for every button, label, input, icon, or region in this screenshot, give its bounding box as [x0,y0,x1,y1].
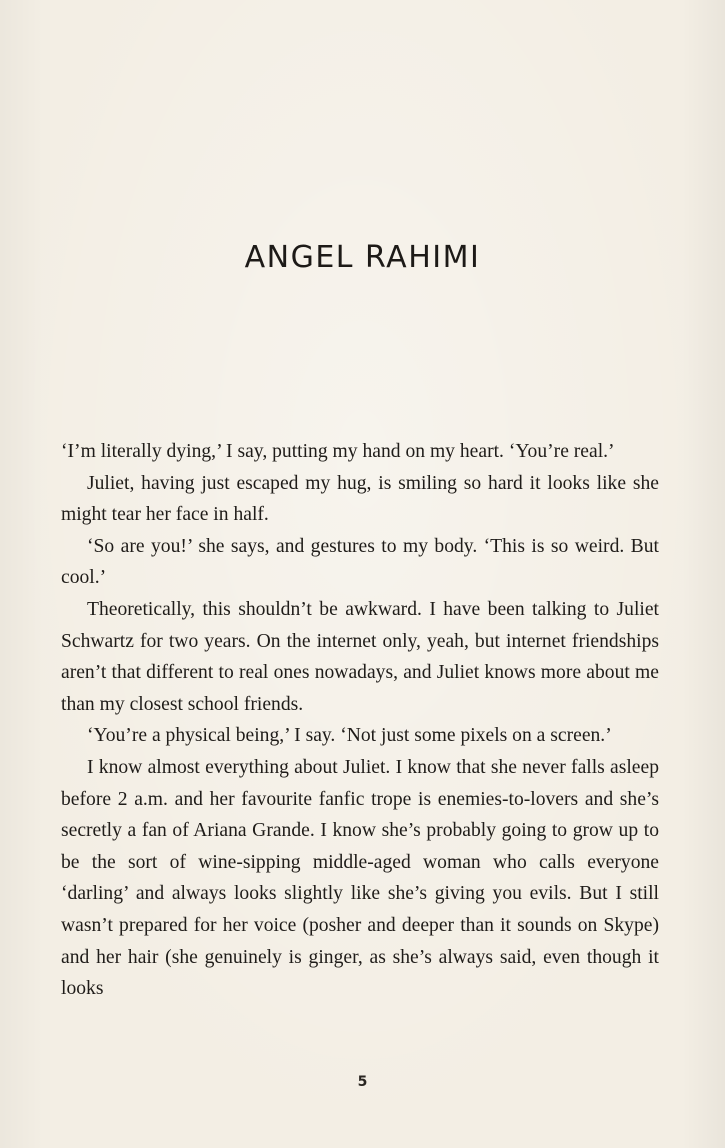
paragraph: Theoretically, this shouldn’t be awkward. I have been talking to Juliet Schwartz for two years. On the internet only, yeah, but internet friendships aren’t that different to real ones nowadays, and Juliet knows more about me than my closest school friends. [61,598,659,715]
paragraph: ‘I’m literally dying,’ I say, putting my hand on my heart. ‘You’re real.’ [61,441,615,462]
paragraph: ‘You’re a physical being,’ I say. ‘Not just some pixels on a screen.’ [87,725,612,747]
paragraph: ‘So are you!’ she says, and gestures to my body. ‘This is so weird. But cool.’ [61,535,659,589]
chapter-title: ANGEL RAHIMI [244,240,481,275]
page-number: 5 [357,1074,368,1090]
paragraph: Juliet, having just escaped my hug, is smiling so hard it looks like she might tear her face in half. [61,472,659,526]
paragraph: I know almost everything about Juliet. I know that she never falls asleep before 2 a.m. and her favourite fanfic trope is enemies-to-lovers and she’s secretly a fan of Ariana Grande. I know she’s probably going to grow up to be the sort of wine-sipping middle-aged woman who calls everyone ‘darling’ and always looks slightly like she’s giving you evils. But I still wasn’t prepared for her voice (posher and deeper than it sounds on Skype) and her hair (she genuinely is ginger, as she’s always said, even though it looks [61,756,659,1000]
body-text [61,436,659,1005]
